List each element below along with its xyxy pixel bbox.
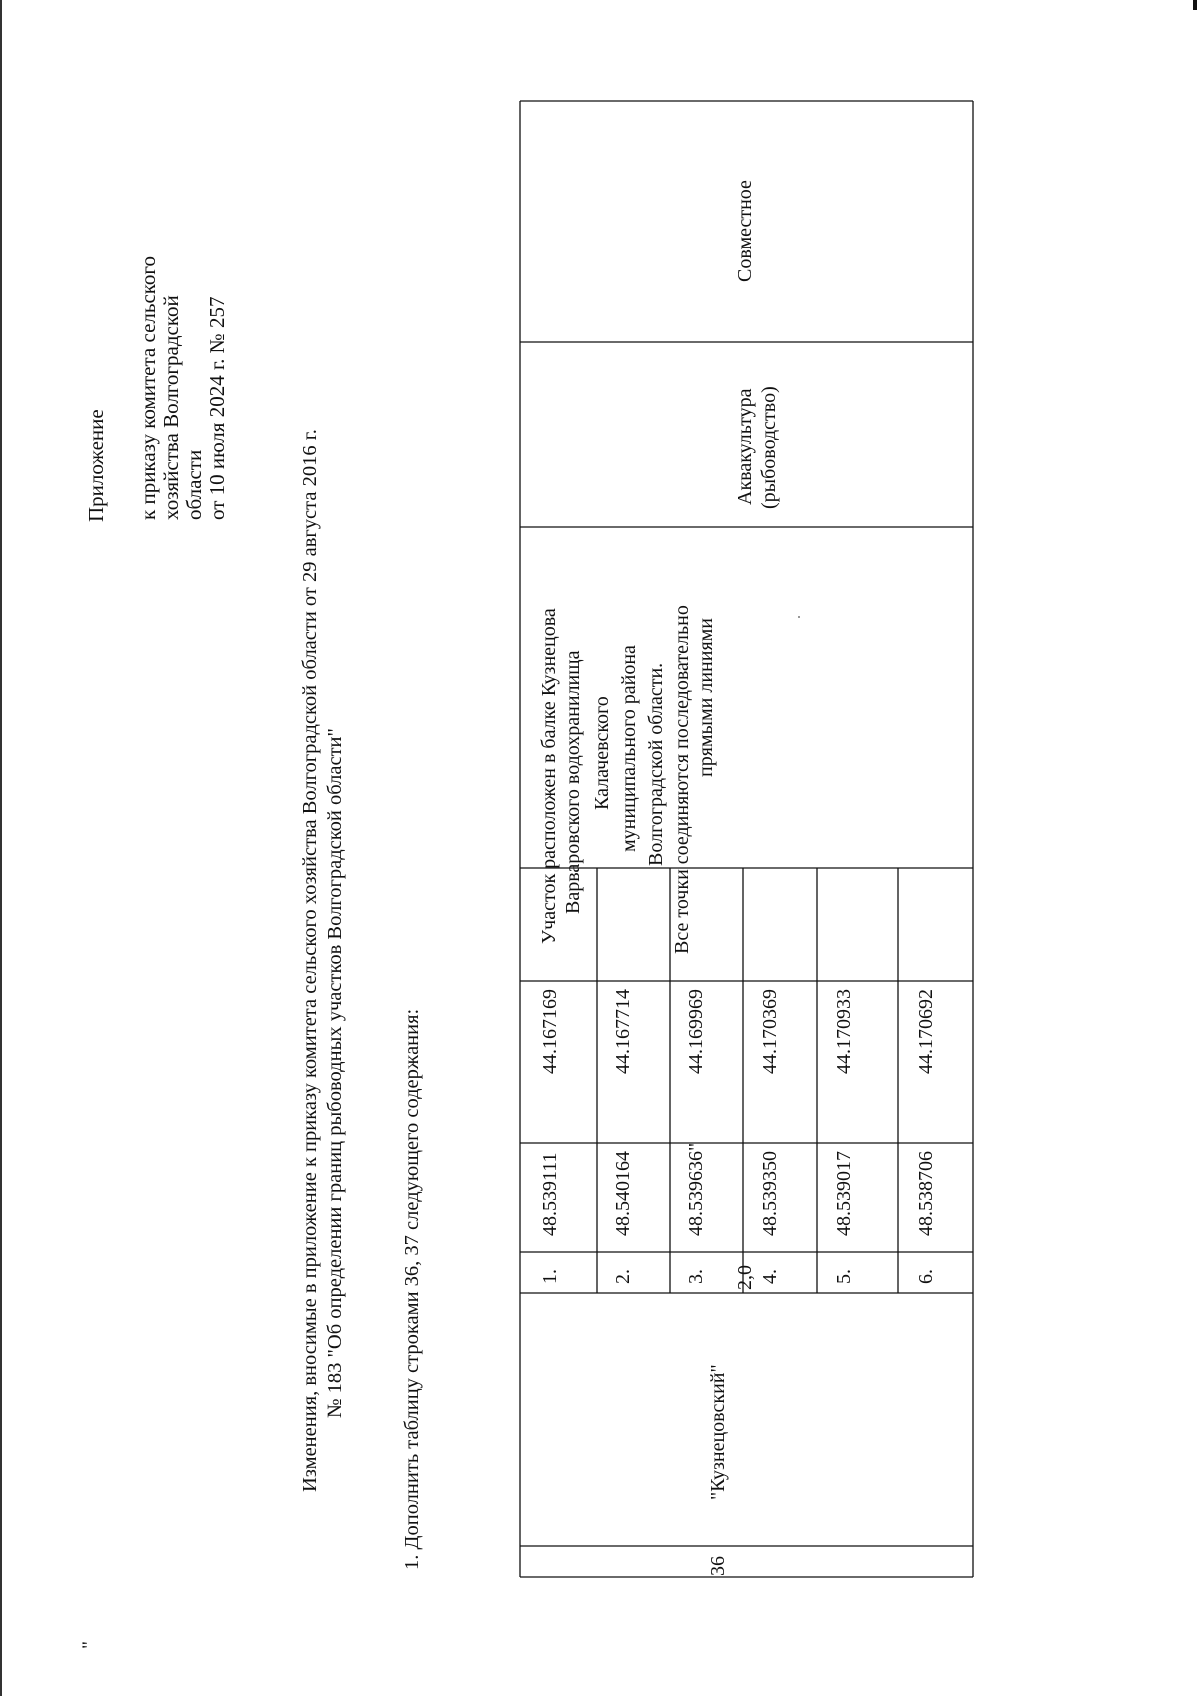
point-lat-6: 48.538706 [915,1151,937,1236]
point-lon-2: 44.167714 [612,989,634,1074]
appendix-line-3: области [182,449,206,520]
appendix-line-4: от 10 июля 2024 г. № 257 [205,296,229,520]
point-lon-1: 44.167169 [539,989,561,1074]
scan-edge [0,0,2,1696]
description-line-6: Все точки соединяются последовательно [671,605,693,954]
appendix-title: Приложение [84,409,108,522]
site-name: "Кузнецовский" [707,1364,729,1500]
description-line-7: прямыми линиями [695,617,717,777]
scan-dot [798,616,800,618]
point-lat-5: 48.539017 [833,1151,855,1236]
use-mode: Совместное [734,180,756,282]
use-type-line-2: (рыбоводство) [758,386,780,509]
description-line-2: Варваровского водохранилища [562,650,584,914]
point-lon-4: 44.170369 [759,989,781,1074]
row-number: 36 [707,1556,729,1576]
stray-quote-mark: " [79,1641,100,1649]
point-lat-2: 48.540164 [612,1151,634,1236]
appendix-line-1: к приказу комитета сельского [136,255,160,520]
point-lat-1: 48.539111 [539,1152,561,1236]
point-lat-3: 48.539636" [685,1142,707,1236]
point-number-1: 1. [539,1269,561,1284]
point-number-4: 4. [759,1269,781,1284]
document-heading-line-2: № 183 "Об определении границ рыбоводных участков Волгоградской области" [324,728,346,1418]
point-lon-3: 44.169969 [685,989,707,1074]
point-lon-5: 44.170933 [833,989,855,1074]
site-area: 2,0 [734,1265,756,1290]
point-number-2: 2. [612,1269,634,1284]
description-line-4: муниципального района [618,645,640,852]
description-line-1: Участок расположен в балке Кузнецова [538,608,560,944]
scan-corner-mark [1193,0,1197,10]
instruction-text: 1. Дополнить таблицу строками 36, 37 следующего содержания: [401,1008,423,1570]
point-number-3: 3. [685,1269,707,1284]
description-line-5: Волгоградской области. [645,662,667,866]
appendix-line-2: хозяйства Волгоградской [159,295,183,520]
use-type-line-1: Аквакультура [734,388,756,505]
point-lon-6: 44.170692 [915,989,937,1074]
description-line-3: Калачевского [591,696,613,810]
point-lat-4: 48.539350 [759,1151,781,1236]
point-number-6: 6. [915,1269,937,1284]
document-heading-line-1: Изменения, вносимые в приложение к приказу комитета сельского хозяйства Волгоградской области от 29 августа 2016 г. [299,429,321,1492]
point-number-5: 5. [833,1269,855,1284]
